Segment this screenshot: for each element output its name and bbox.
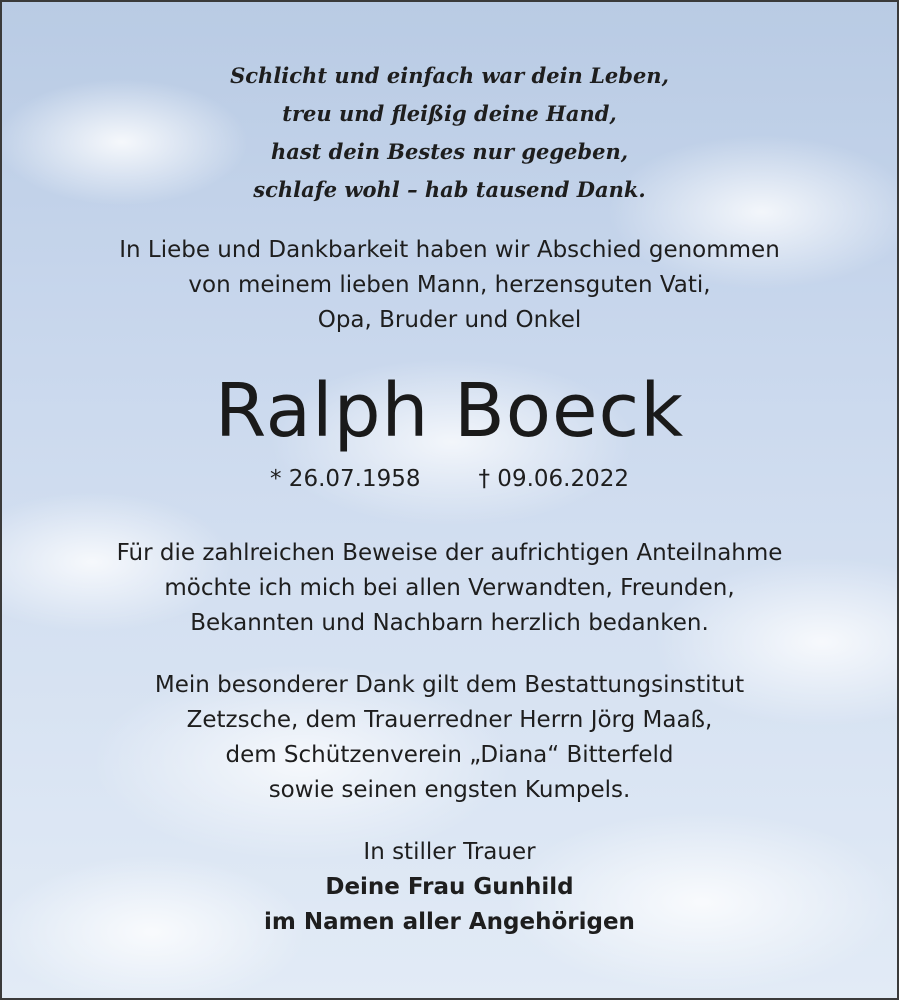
thanks-text <box>2 536 897 641</box>
life-dates <box>2 462 897 496</box>
intro-line: In Liebe und Dankbarkeit haben wir Abschied genommen <box>119 237 780 263</box>
thanks-line: Bekannten und Nachbarn herzlich bedanken. <box>190 610 709 636</box>
notice-content <box>2 2 897 940</box>
intro-text <box>2 233 897 338</box>
special-thanks-line: dem Schützenverein „Diana“ Bitterfeld <box>225 742 674 768</box>
deceased-name: Ralph Boeck <box>214 368 685 454</box>
special-thanks-line: Mein besonderer Dank gilt dem Bestattungsinstitut <box>154 672 745 698</box>
poem-verse <box>2 57 897 209</box>
signoff-relatives: im Namen aller Angehörigen <box>264 909 635 935</box>
signoff-family: Deine Frau Gunhild <box>325 874 574 900</box>
special-thanks-line: Zetzsche, dem Trauerredner Herrn Jörg Maaß, <box>186 707 713 733</box>
signoff <box>2 835 897 940</box>
special-thanks-line: sowie seinen engsten Kumpels. <box>268 777 631 803</box>
poem-line: schlafe wohl – hab tausend Dank. <box>253 177 646 202</box>
birth-date: * 26.07.1958 <box>270 466 421 492</box>
poem-line: treu und fleißig deine Hand, <box>282 101 617 126</box>
poem-line: Schlicht und einfach war dein Leben, <box>230 63 669 88</box>
thanks-line: möchte ich mich bei allen Verwandten, Freunden, <box>164 575 735 601</box>
thanks-line: Für die zahlreichen Beweise der aufrichtigen Anteilnahme <box>116 540 783 566</box>
death-date: † 09.06.2022 <box>478 466 629 492</box>
poem-line: hast dein Bestes nur gegeben, <box>270 139 629 164</box>
intro-line: Opa, Bruder und Onkel <box>317 307 582 333</box>
signoff-line: In stiller Trauer <box>363 839 536 865</box>
special-thanks-text <box>2 668 897 808</box>
intro-line: von meinem lieben Mann, herzensguten Vati, <box>188 272 711 298</box>
